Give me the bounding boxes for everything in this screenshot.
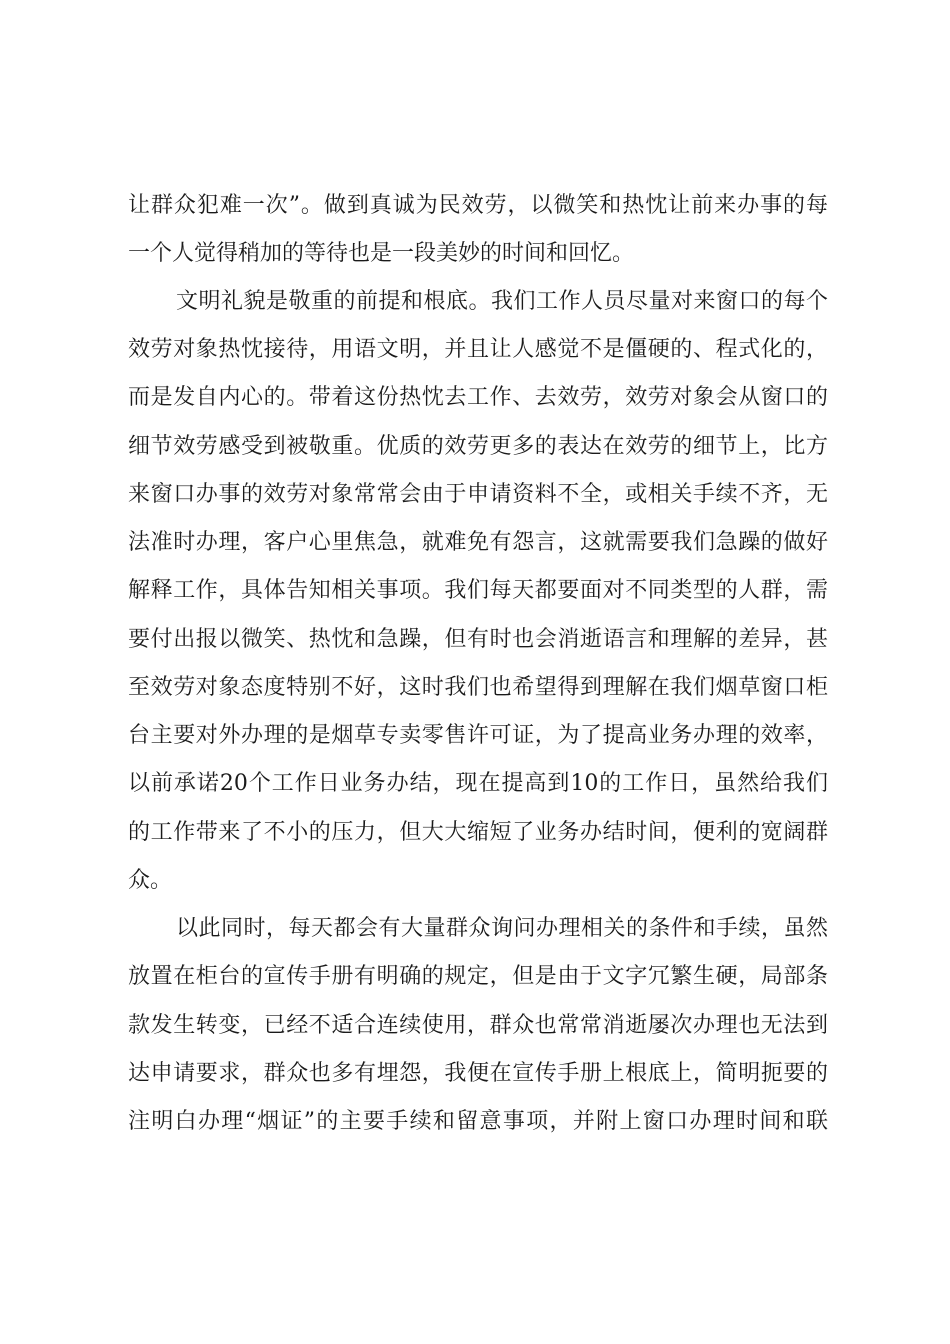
text-line: 至效劳对象态度特别不好，这时我们也希望得到理解在我们烟草窗口柜 <box>128 675 828 700</box>
text-line: 台主要对外办理的是烟草专卖零售许可证，为了提高业务办理的效率， <box>128 723 828 748</box>
text-line: 效劳对象热忱接待，用语文明，并且让人感觉不是僵硬的、程式化的， <box>128 337 828 362</box>
text-line: 达申请要求，群众也多有埋怨，我便在宣传手册上根底上，简明扼要的 <box>128 1061 828 1086</box>
text-line: 要付出报以微笑、热忱和急躁，但有时也会消逝语言和理解的差异，甚 <box>128 627 828 652</box>
text-line: 解释工作，具体告知相关事项。我们每天都要面对不同类型的人群，需 <box>128 578 828 603</box>
text-line: 一个人觉得稍加的等待也是一段美妙的时间和回忆。 <box>128 241 635 266</box>
text-line: 注明白办理“烟证”的主要手续和留意事项，并附上窗口办理时间和联 <box>128 1109 828 1134</box>
paragraph-start-line: 以此同时，每天都会有大量群众询问办理相关的条件和手续，虽然 <box>176 916 828 941</box>
text-line: 来窗口办事的效劳对象常常会由于申请资料不全，或相关手续不齐，无 <box>128 482 828 507</box>
text-line: 让群众犯难一次”。做到真诚为民效劳，以微笑和热忱让前来办事的每 <box>128 193 828 218</box>
text-line: 的工作带来了不小的压力，但大大缩短了业务办结时间，便利的宽阔群 <box>128 820 828 845</box>
text-line: 款发生转变，已经不适合连续使用，群众也常常消逝屡次办理也无法到 <box>128 1013 828 1038</box>
text-line: 法准时办理，客户心里焦急，就难免有怨言，这就需要我们急躁的做好 <box>128 530 828 555</box>
text-line: 而是发自内心的。带着这份热忱去工作、去效劳，效劳对象会从窗口的 <box>128 385 828 410</box>
text-line: 细节效劳感受到被敬重。优质的效劳更多的表达在效劳的细节上，比方 <box>128 434 828 459</box>
paragraph-start-line: 文明礼貌是敬重的前提和根底。我们工作人员尽量对来窗口的每个 <box>176 289 828 314</box>
text-line: 放置在柜台的宣传手册有明确的规定，但是由于文字冗繁生硬，局部条 <box>128 964 828 989</box>
text-line: 众。 <box>128 868 173 893</box>
text-line: 以前承诺20个工作日业务办结，现在提高到10的工作日，虽然给我们 <box>128 771 828 796</box>
